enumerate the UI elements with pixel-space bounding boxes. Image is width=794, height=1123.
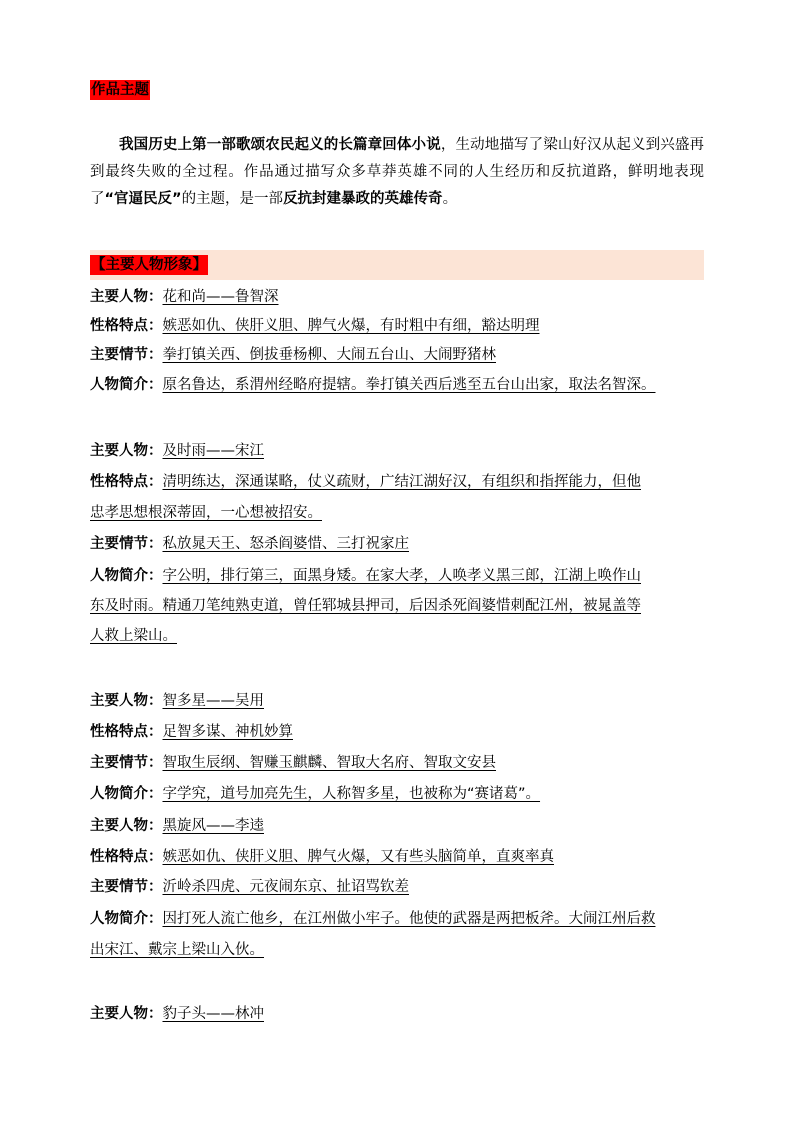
- lu-traits-line: [90, 313, 704, 340]
- label-name: 主要人物：: [90, 1006, 163, 1022]
- wu-traits-line: [90, 719, 704, 746]
- label-traits: 性格特点：: [90, 474, 163, 490]
- li-bio-line-2: [90, 937, 704, 964]
- li-plots: 沂岭杀四虎、元夜闹东京、扯诏骂钦差: [162, 879, 409, 895]
- song-name: 及时雨——宋江: [162, 443, 264, 459]
- wu-plots-line: [90, 750, 704, 777]
- wu-name: 智多星——吴用: [162, 693, 264, 709]
- li-bio-1: 因打死人流亡他乡，在江州做小牢子。他使的武器是两把板斧。大闹江州后救: [162, 911, 656, 927]
- theme-heading: 作品主题: [91, 82, 149, 98]
- intro-text-2: 的主题，是一部: [181, 191, 284, 207]
- song-bio-1: 字公明，排行第三，面黑身矮。在家大孝，人唤孝义黑三郎，江湖上唤作山: [162, 568, 641, 584]
- label-name: 主要人物：: [90, 443, 163, 459]
- song-bio-2: 东及时雨。精通刀笔纯熟吏道，曾任郓城县押司，后因杀死阎婆惜刺配江州，被晁盖等: [90, 598, 641, 614]
- lu-name: 花和尚——鲁智深: [162, 289, 279, 305]
- wu-bio: 字学究，道号加亮先生，人称智多星，也被称为“赛诸葛”。: [162, 786, 541, 802]
- wu-bio-line: [90, 781, 704, 808]
- label-bio: 人物简介：: [90, 377, 163, 393]
- intro-bold-3: 反抗封建暴政的英雄传奇: [283, 191, 443, 207]
- lin-name-line: [90, 1001, 704, 1028]
- li-bio-2: 出宋江、戴宗上梁山入伙。: [90, 942, 264, 958]
- song-bio-line-3: [90, 623, 704, 650]
- lu-plots-line: [90, 342, 704, 369]
- li-traits-line: [90, 844, 704, 871]
- characters-heading: 【主要人物形象】: [91, 257, 207, 273]
- li-traits: 嫉恶如仇、侠肝义胆、脾气火爆，又有些头脑简单，直爽率真: [162, 849, 554, 865]
- document-page: [90, 0, 704, 1123]
- label-traits: 性格特点：: [90, 724, 163, 740]
- li-bio-line-1: [90, 906, 704, 933]
- intro-bold-2: “官逼民反”: [104, 191, 182, 207]
- song-traits-2: 忠孝思想根深蒂固，一心想被招安。: [90, 505, 322, 521]
- song-traits-line-1: [90, 469, 704, 496]
- lin-name: 豹子头——林冲: [162, 1006, 264, 1022]
- song-bio-line-2: [90, 593, 704, 620]
- label-bio: 人物简介：: [90, 568, 163, 584]
- lu-bio-line: [90, 372, 704, 399]
- song-plots: 私放晁天王、怒杀阎婆惜、三打祝家庄: [162, 536, 409, 552]
- label-plots: 主要情节：: [90, 347, 163, 363]
- lu-plots: 拳打镇关西、倒拔垂杨柳、大闹五台山、大闹野猪林: [162, 347, 496, 363]
- wu-name-line: [90, 688, 704, 715]
- characters-heading-band: [90, 250, 704, 280]
- label-name: 主要人物：: [90, 289, 163, 305]
- label-traits: 性格特点：: [90, 849, 163, 865]
- intro-text-3: 。: [442, 191, 458, 207]
- label-plots: 主要情节：: [90, 879, 163, 895]
- theme-intro-paragraph: [90, 132, 704, 213]
- song-name-line: [90, 438, 704, 465]
- label-name: 主要人物：: [90, 693, 163, 709]
- song-bio-line-1: [90, 563, 704, 590]
- label-traits: 性格特点：: [90, 318, 163, 334]
- label-plots: 主要情节：: [90, 536, 163, 552]
- lu-name-line: [90, 284, 704, 311]
- intro-text-1: ，生动地描写了梁山好汉从起义到兴盛再到最终失败的全过程。作品通过描写众多草莽英雄不同的人生经历和反抗道路，鲜明地表现了: [90, 137, 705, 207]
- li-name-line: [90, 813, 704, 840]
- song-plots-line: [90, 531, 704, 558]
- song-bio-3: 人救上梁山。: [90, 628, 177, 644]
- intro-bold-1: 我国历史上第一部歌颂农民起义的长篇章回体小说: [119, 137, 441, 153]
- lu-traits: 嫉恶如仇、侠肝义胆、脾气火爆，有时粗中有细，豁达明理: [162, 318, 540, 334]
- song-traits-1: 清明练达，深通谋略，仗义疏财，广结江湖好汉，有组织和指挥能力，但他: [162, 474, 641, 490]
- song-traits-line-2: [90, 500, 704, 527]
- label-name: 主要人物：: [90, 818, 163, 834]
- wu-plots: 智取生辰纲、智赚玉麒麟、智取大名府、智取文安县: [162, 755, 496, 771]
- li-plots-line: [90, 874, 704, 901]
- wu-traits: 足智多谋、神机妙算: [162, 724, 293, 740]
- li-name: 黑旋风——李逵: [162, 818, 264, 834]
- label-plots: 主要情节：: [90, 755, 163, 771]
- label-bio: 人物简介：: [90, 911, 163, 927]
- label-bio: 人物简介：: [90, 786, 163, 802]
- lu-bio: 原名鲁达，系渭州经略府提辖。拳打镇关西后逃至五台山出家，取法名智深。: [162, 377, 656, 393]
